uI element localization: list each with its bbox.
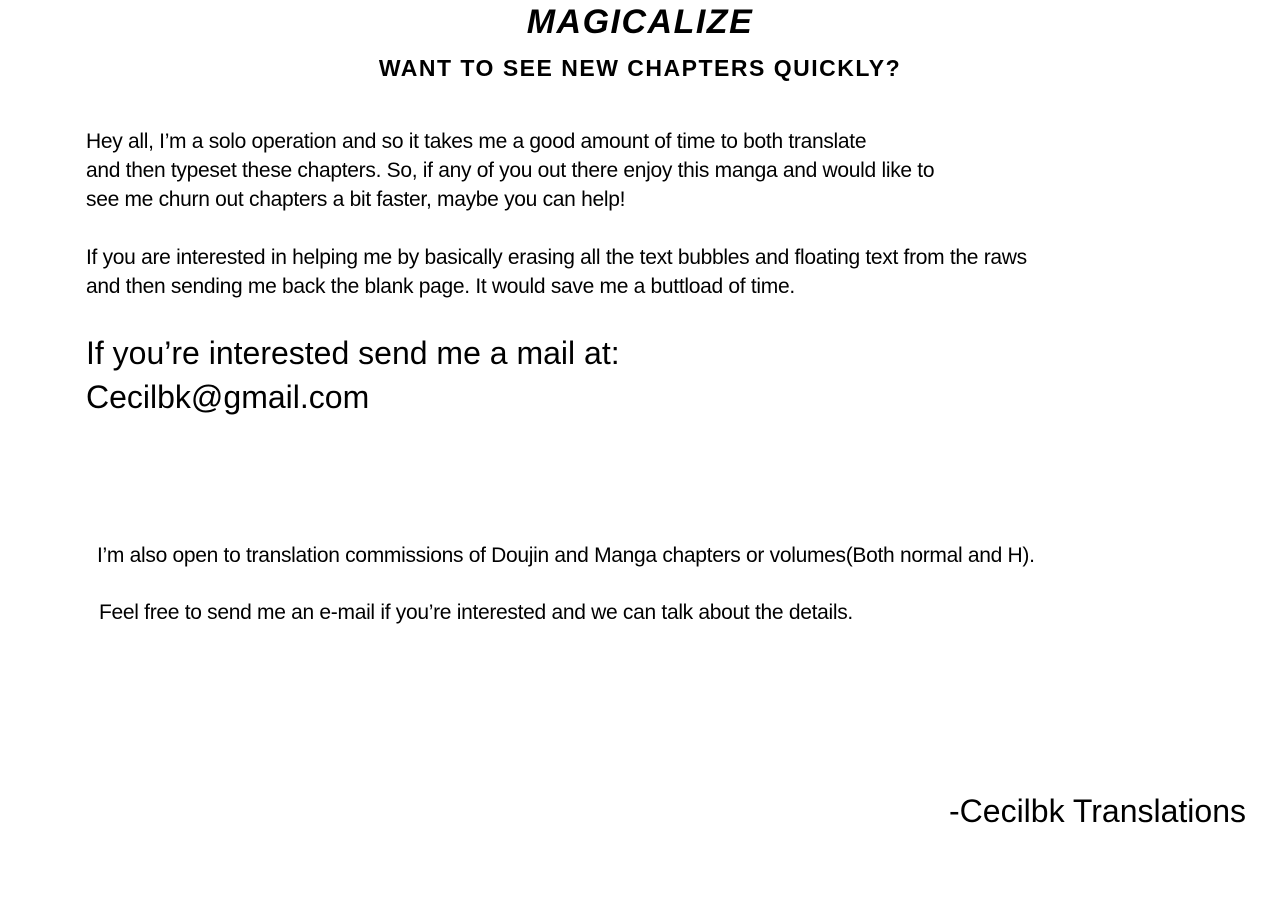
page-subtitle: WANT TO SEE NEW CHAPTERS QUICKLY? <box>378 55 902 81</box>
page-title: MAGICALIZE <box>526 3 754 41</box>
contact-intro-line: If you’re interested send me a mail at: <box>86 335 620 371</box>
intro-line-3: see me churn out chapters a bit faster, maybe you can help! <box>86 188 626 211</box>
help-request-paragraph <box>86 243 1027 301</box>
help-request-line-1: If you are interested in helping me by basically erasing all the text bubbles and floating text from the raws <box>86 246 1027 269</box>
commission-offer-line: I’m also open to translation commissions of Doujin and Manga chapters or volumes(Both normal and H). <box>97 544 1035 567</box>
commission-followup-line: Feel free to send me an e-mail if you’re interested and we can talk about the details. <box>99 601 853 624</box>
intro-line-1: Hey all, I’m a solo operation and so it takes me a good amount of time to both translate <box>86 130 867 153</box>
help-request-line-2: and then sending me back the blank page. It would save me a buttload of time. <box>86 275 795 298</box>
intro-line-2: and then typeset these chapters. So, if any of you out there enjoy this manga and would like to <box>86 159 935 182</box>
contact-block <box>86 331 620 419</box>
contact-email: Cecilbk@gmail.com <box>86 379 370 415</box>
translator-signature: -Cecilbk Translations <box>949 793 1246 829</box>
intro-paragraph <box>86 127 934 214</box>
